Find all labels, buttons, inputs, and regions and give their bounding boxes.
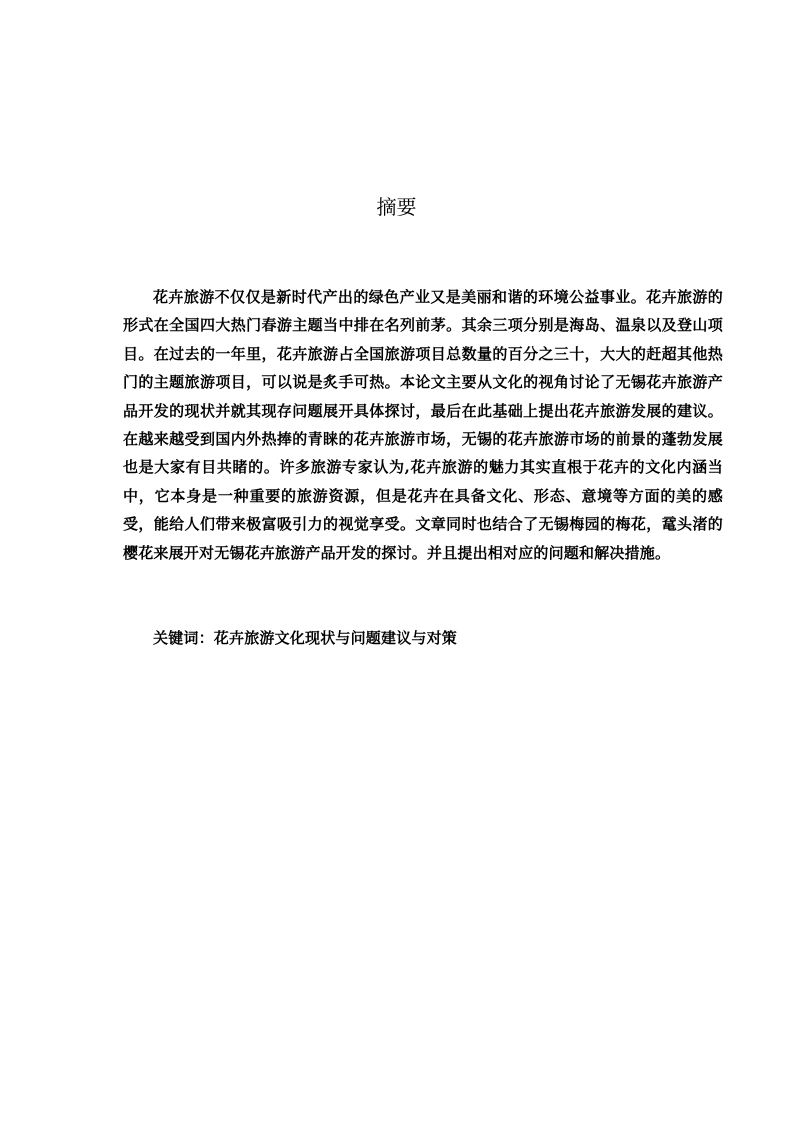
abstract-body: 花卉旅游不仅仅是新时代产出的绿色产业又是美丽和谐的环境公益事业。花卉旅游的形式在全国四大热门春游主题当中排在名列前茅。其余三项分别是海岛、温泉以及登山项目。在过去的一年里，花卉旅游占全国旅游项目总数量的百分之三十，大大的赶超其他热门的主题旅游项目，可以说是炙手可热。本论文主要从文化的视角讨论了无锡花卉旅游产品开发的现状并就其现存问题展开具体探讨，最后在此基础上提出花卉旅游发展的建议。在越来越受到国内外热捧的青睐的花卉旅游市场，无锡的花卉旅游市场的前景的蓬勃发展也是大家有目共睹的。许多旅游专家认为,花卉旅游的魅力其实直根于花卉的文化内涵当中，它本身是一种重要的旅游资源，但是花卉在具备文化、形态、意境等方面的美的感受，能给人们带来极富吸引力的视觉享受。文章同时也结合了无锡梅园的梅花，鼋头渚的樱花来展开对无锡花卉旅游产品开发的探讨。并且提出相对应的问题和解决措施。 <box>123 288 723 562</box>
keywords-line: 关键词：花卉旅游文化现状与问题建议与对策 <box>153 629 458 647</box>
abstract-title: 摘要 <box>376 195 417 219</box>
